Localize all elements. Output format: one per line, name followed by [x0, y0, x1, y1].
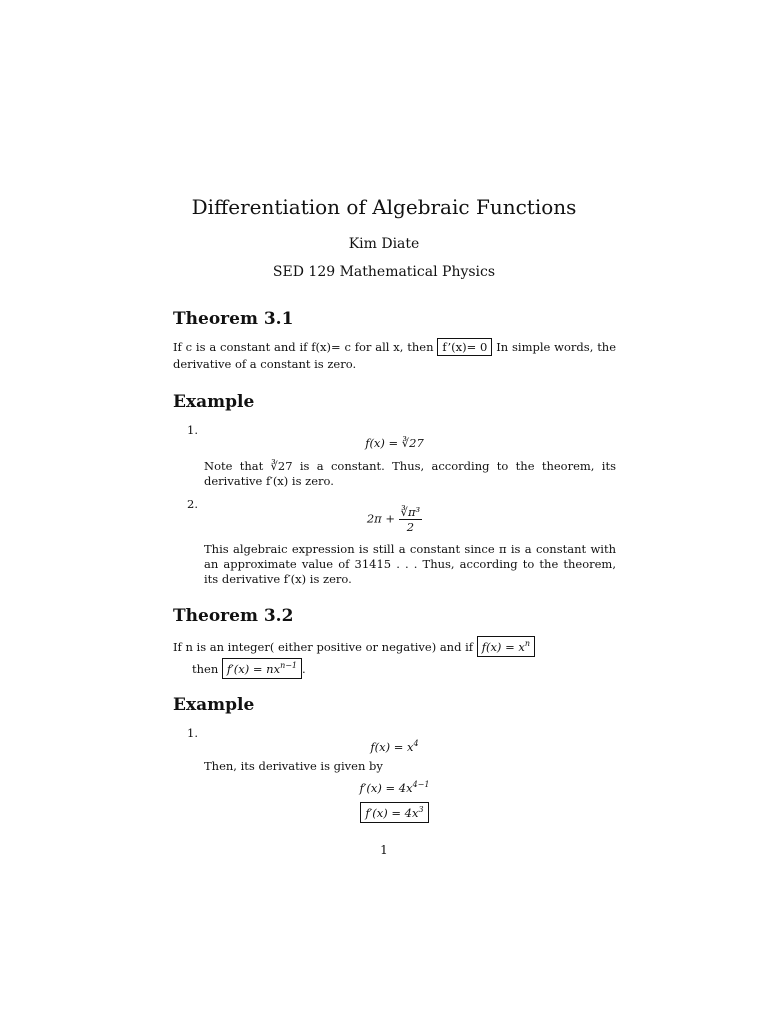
- course-name: SED 129 Mathematical Physics: [272, 264, 496, 280]
- theorem-3-1-text-b: In simple words, the derivative of a constant is zero.: [173, 340, 617, 371]
- example-1-item-2-fraction: [399, 505, 423, 534]
- example-1-item-1-equation: f(x) = ∛27: [365, 436, 424, 450]
- example-1-item-1-number: 1.: [187, 423, 198, 437]
- page-number: 1: [380, 843, 388, 857]
- theorem-3-2-text-b: then: [192, 661, 219, 676]
- author-name: Kim Diate: [348, 236, 420, 252]
- example-2-derivative-result: $f'(x) = 4x^3$: [173, 802, 616, 823]
- theorem-3-1-boxed-result: f’(x)= 0: [437, 338, 492, 356]
- example-1-item-1-note: Note that ∛27 is a constant. Thus, according to the theorem, its derivative f′(x) is zero.: [204, 459, 616, 488]
- example-2-derivative-step: $f'(x) = 4x^{4-1}$: [359, 780, 430, 795]
- theorem-3-1-heading: Theorem 3.1: [173, 309, 294, 329]
- fraction-numerator: ∛π³: [400, 505, 421, 519]
- example-1-heading: Example: [173, 392, 255, 412]
- example-2-item-1-number: 1.: [187, 726, 198, 740]
- example-1-item-2-prefix: 2π +: [366, 511, 395, 526]
- theorem-3-2-text-a: If n is an integer( either positive or negative) and if: [173, 639, 474, 654]
- theorem-3-2-line-2: then $f'(x) = nx^{n-1}$ .: [192, 658, 306, 679]
- theorem-3-2-boxed-function: $f(x) = x^n$: [477, 636, 535, 657]
- theorem-3-2-boxed-derivative: $f'(x) = nx^{n-1}$: [222, 658, 302, 679]
- example-1-item-2-equation: [173, 505, 616, 534]
- theorem-3-1-text: [173, 339, 616, 373]
- theorem-3-1-text-a: If c is a constant and if f(x)= c for all x, then: [173, 340, 434, 354]
- example-1-item-2-note: This algebraic expression is still a constant since π is a constant with an approximate value of 31415 . . . Thus, according to the theorem, its derivative f′(x) is zero.: [204, 542, 616, 586]
- example-1-item-2-number: 2.: [187, 497, 198, 511]
- example-2-heading: Example: [173, 695, 255, 715]
- example-2-equation: $f(x) = x^4$: [370, 739, 419, 754]
- document-title: Differentiation of Algebraic Functions: [191, 195, 577, 219]
- theorem-3-2-line-1: [173, 636, 535, 657]
- theorem-3-2-heading: Theorem 3.2: [173, 606, 294, 626]
- example-2-note: Then, its derivative is given by: [204, 759, 383, 773]
- fraction-denominator: 2: [406, 520, 415, 534]
